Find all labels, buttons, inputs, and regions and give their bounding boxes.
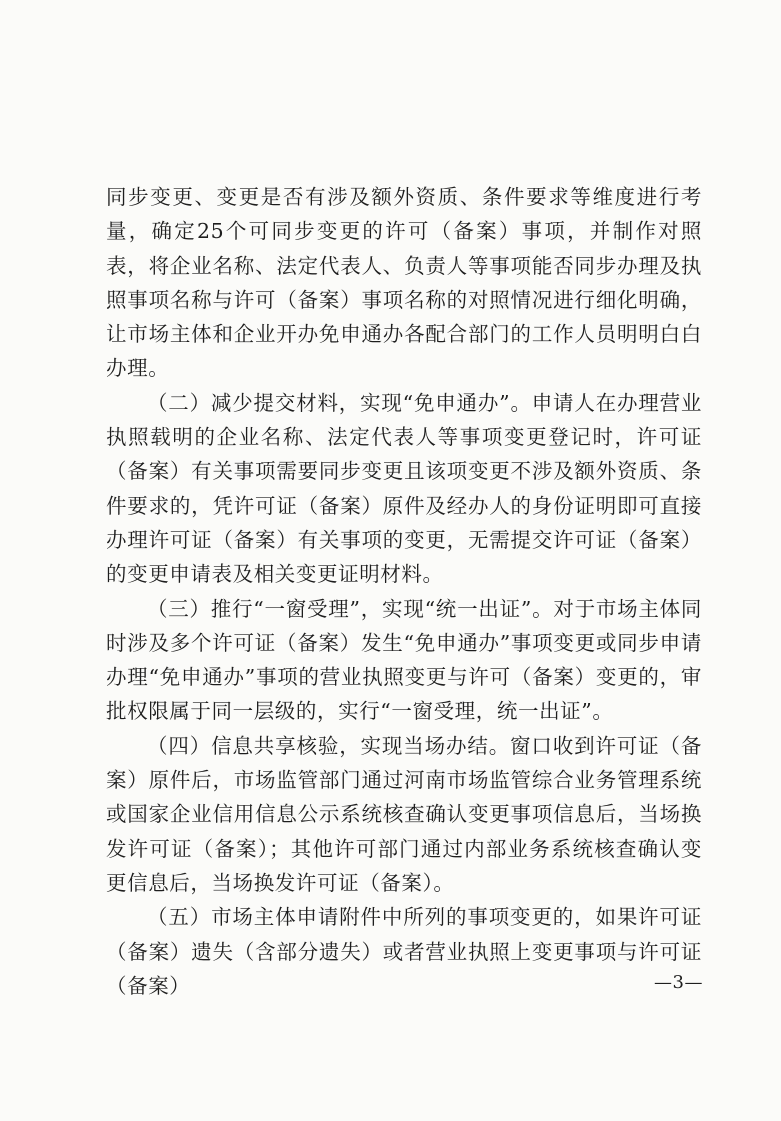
paragraph-section-5: （五）市场主体申请附件中所列的事项变更的，如果许可证（备案）遗失（含部分遗失）或者营业执照上变更事项与许可证（备案） <box>106 905 702 998</box>
body-text <box>106 180 702 1003</box>
paragraph-continuation: 同步变更、变更是否有涉及额外资质、条件要求等维度进行考量，确定25个可同步变更的许可（备案）事项，并制作对照表，将企业名称、法定代表人、负责人等事项能否同步办理及执照事项名称与许可（备案）事项名称的对照情况进行细化明确，让市场主体和企业开办免申通办各配合部门的工作人员明明白白办理。 <box>106 185 702 381</box>
paragraph-section-3: （三）推行“一窗受理”，实现“统一出证”。对于市场主体同时涉及多个许可证（备案）发生“免申通办”事项变更或同步申请办理“免申通办”事项的营业执照变更与许可（备案）变更的，审批权限属于同一层级的，实行“一窗受理，统一出证”。 <box>106 596 702 724</box>
paragraph-section-4: （四）信息共享核验，实现当场办结。窗口收到许可证（备案）原件后，市场监管部门通过河南市场监管综合业务管理系统或国家企业信用信息公示系统核查确认变更事项信息后，当场换发许可证（备案）；其他许可部门通过内部业务系统核查确认变更信息后，当场换发许可证（备案）。 <box>106 733 702 895</box>
paragraph-section-2: （二）减少提交材料，实现“免申通办”。申请人在办理营业执照载明的企业名称、法定代表人等事项变更登记时，许可证（备案）有关事项需要同步变更且该项变更不涉及额外资质、条件要求的，凭许可证（备案）原件及经办人的身份证明即可直接办理许可证（备案）有关事项的变更，无需提交许可证（备案）的变更申请表及相关变更证明材料。 <box>106 390 702 587</box>
page-number: —3— <box>654 972 703 993</box>
